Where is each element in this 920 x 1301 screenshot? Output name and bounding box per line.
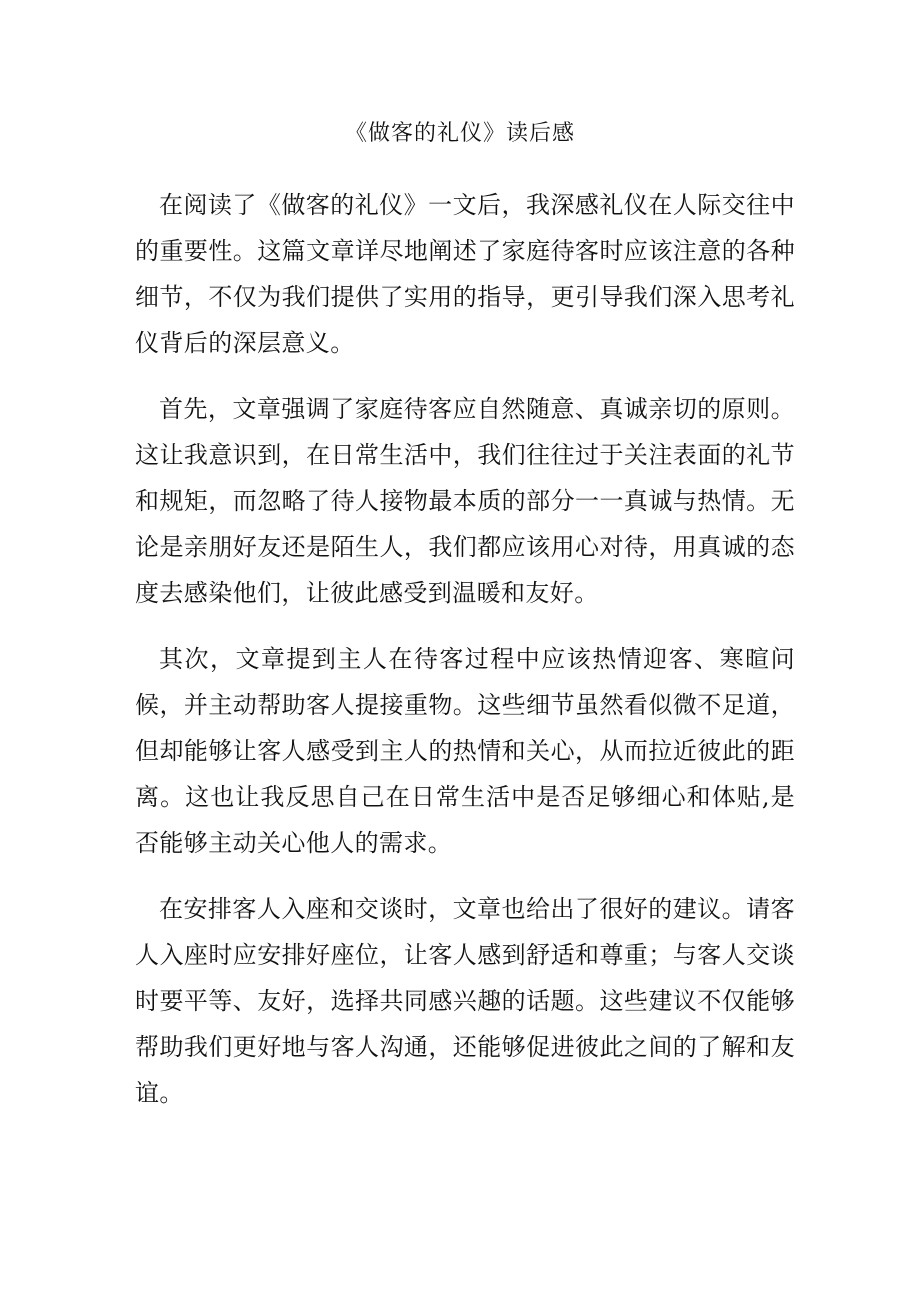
document-body [135,182,795,1136]
paragraph-4: 在安排客人入座和交谈时，文章也给出了很好的建议。请客人入座时应安排好座位，让客人感到舒适和尊重；与客人交谈时要平等、友好，选择共同感兴趣的话题。这些建议不仅能够帮助我们更好地与客人沟通，还能够促进彼此之间的了解和友谊。 [135,895,795,1107]
paragraph-1: 在阅读了《做客的礼仪》一文后，我深感礼仪在人际交往中的重要性。这篇文章详尽地阐述了家庭待客时应该注意的各种细节，不仅为我们提供了实用的指导，更引导我们深入思考礼仪背后的深层意义。 [135,191,795,357]
document-title: 《做客的礼仪》读后感 [344,121,575,146]
paragraph-2: 首先，文章强调了家庭待客应自然随意、真诚亲切的原则。这让我意识到，在日常生活中，我们往往过于关注表面的礼节和规矩，而忽略了待人接物最本质的部分一一真诚与热情。无论是亲朋好友还是陌生人，我们都应该用心对待，用真诚的态度去感染他们，让彼此感受到温暖和友好。 [135,395,795,607]
paragraph-3: 其次，文章提到主人在待客过程中应该热情迎客、寒暄问候，并主动帮助客人提接重物。这些细节虽然看似微不足道，但却能够让客人感受到主人的热情和关心，从而拉近彼此的距离。这也让我反思自己在日常生活中是否足够细心和体贴,是否能够主动关心他人的需求。 [135,645,795,857]
